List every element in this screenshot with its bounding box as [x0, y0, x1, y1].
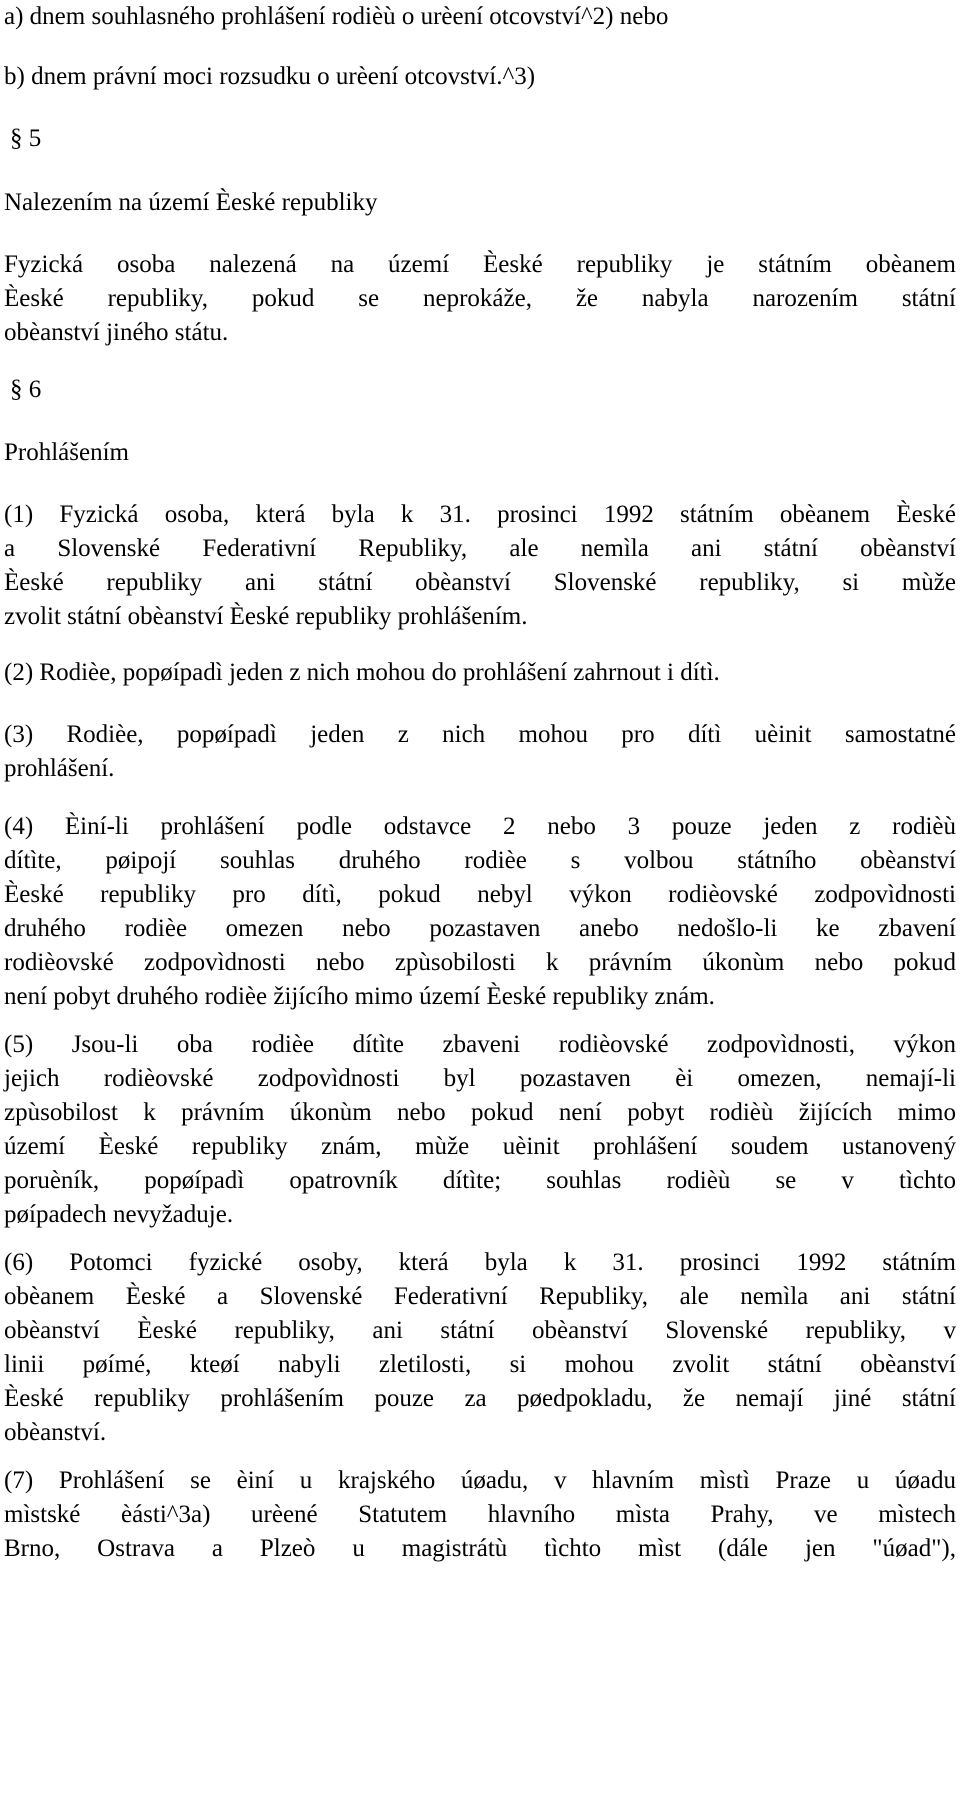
section-6-number — [4, 373, 960, 407]
section-number: § 5 — [10, 125, 42, 152]
paragraph-line: Èeské republiky pro dítì, pokud nebyl výkon rodièovské zodpovìdnosti — [4, 881, 956, 908]
list-item-a: a) dnem souhlasného prohlášení rodièù o urèení otcovství^2) nebo — [4, 3, 669, 30]
paragraph-line: (5) Jsou-li oba rodièe dítìte zbaveni rodièovské zodpovìdnosti, výkon — [4, 1031, 956, 1058]
section-heading: Nalezením na území Èeské republiky — [4, 189, 378, 216]
paragraph-3 — [4, 718, 956, 786]
paragraph-line: prohlášení. — [4, 755, 115, 782]
section-heading: Prohlášením — [4, 439, 129, 466]
paragraph-line: Fyzická osoba nalezená na území Èeské republiky je státním obèanem — [4, 251, 956, 278]
paragraph-line: rodièovské zodpovìdnosti nebo zpùsobilosti k právním úkonùm nebo pokud — [4, 949, 956, 976]
paragraph-line: Èeské republiky prohlášením pouze za pøedpokladu, že nemají jiné státní — [4, 1385, 956, 1412]
paragraph-5 — [4, 1028, 956, 1232]
paragraph-line: (4) Èiní-li prohlášení podle odstavce 2 nebo 3 pouze jeden z rodièù — [4, 813, 956, 840]
paragraph-line: poruèník, popøípadì opatrovník dítìte; souhlas rodièù se v tìchto — [4, 1167, 956, 1194]
section-number: § 6 — [10, 376, 42, 403]
paragraph-line: druhého rodièe omezen nebo pozastaven anebo nedošlo-li ke zbavení — [4, 915, 956, 942]
paragraph-line: obèanství. — [4, 1419, 107, 1446]
paragraph-line: Brno, Ostrava a Plzeò u magistrátù tìchto mìst (dále jen "úøad"), — [4, 1535, 956, 1562]
paragraph-6 — [4, 1246, 956, 1450]
paragraph-line: Èeské republiky ani státní obèanství Slovenské republiky, si mùže — [4, 569, 956, 596]
paragraph-line: (7) Prohlášení se èiní u krajského úøadu, v hlavním mìstì Praze u úøadu — [4, 1467, 956, 1494]
section-5-number — [4, 122, 960, 156]
paragraph-line: dítìte, pøipojí souhlas druhého rodièe s volbou státního obèanství — [4, 847, 956, 874]
intro-list-b — [4, 60, 956, 94]
paragraph-line: a Slovenské Federativní Republiky, ale nemìla ani státní obèanství — [4, 535, 956, 562]
paragraph-line: (3) Rodièe, popøípadì jeden z nich mohou pro dítì uèinit samostatné — [4, 721, 956, 748]
intro-list — [4, 0, 956, 34]
paragraph-line: linii pøímé, kteøí nabyli zletilosti, si mohou zvolit státní obèanství — [4, 1351, 956, 1378]
paragraph-line: území Èeské republiky znám, mùže uèinit prohlášení soudem ustanovený — [4, 1133, 956, 1160]
paragraph-7 — [4, 1464, 956, 1566]
section-6-heading — [4, 436, 956, 470]
list-item-b: b) dnem právní moci rozsudku o urèení otcovství.^3) — [4, 63, 536, 90]
paragraph-line: pøípadech nevyžaduje. — [4, 1201, 234, 1228]
paragraph-line: obèanem Èeské a Slovenské Federativní Republiky, ale nemìla ani státní — [4, 1283, 956, 1310]
paragraph-2 — [4, 656, 956, 690]
section-5-heading — [4, 186, 956, 220]
paragraph-line: zpùsobilost k právním úkonùm nebo pokud není pobyt rodièù žijících mimo — [4, 1099, 956, 1126]
paragraph-1 — [4, 498, 956, 634]
paragraph-line: (2) Rodièe, popøípadì jeden z nich mohou do prohlášení zahrnout i dítì. — [4, 659, 720, 686]
paragraph-line: jejich rodièovské zodpovìdnosti byl pozastaven èi omezen, nemají-li — [4, 1065, 956, 1092]
paragraph-line: Èeské republiky, pokud se neprokáže, že nabyla narozením státní — [4, 285, 956, 312]
paragraph-line: (6) Potomci fyzické osoby, která byla k 31. prosinci 1992 státním — [4, 1249, 956, 1276]
paragraph-line: (1) Fyzická osoba, která byla k 31. prosinci 1992 státním obèanem Èeské — [4, 501, 956, 528]
paragraph-line: zvolit státní obèanství Èeské republiky prohlášením. — [4, 603, 528, 630]
paragraph-line: není pobyt druhého rodièe žijícího mimo území Èeské republiky znám. — [4, 983, 715, 1010]
section-5-paragraph — [4, 248, 956, 350]
paragraph-line: obèanství Èeské republiky, ani státní obèanství Slovenské republiky, v — [4, 1317, 956, 1344]
paragraph-line: obèanství jiného státu. — [4, 319, 229, 346]
paragraph-4 — [4, 810, 956, 1014]
paragraph-line: mìstské èásti^3a) urèené Statutem hlavního mìsta Prahy, ve mìstech — [4, 1501, 956, 1528]
